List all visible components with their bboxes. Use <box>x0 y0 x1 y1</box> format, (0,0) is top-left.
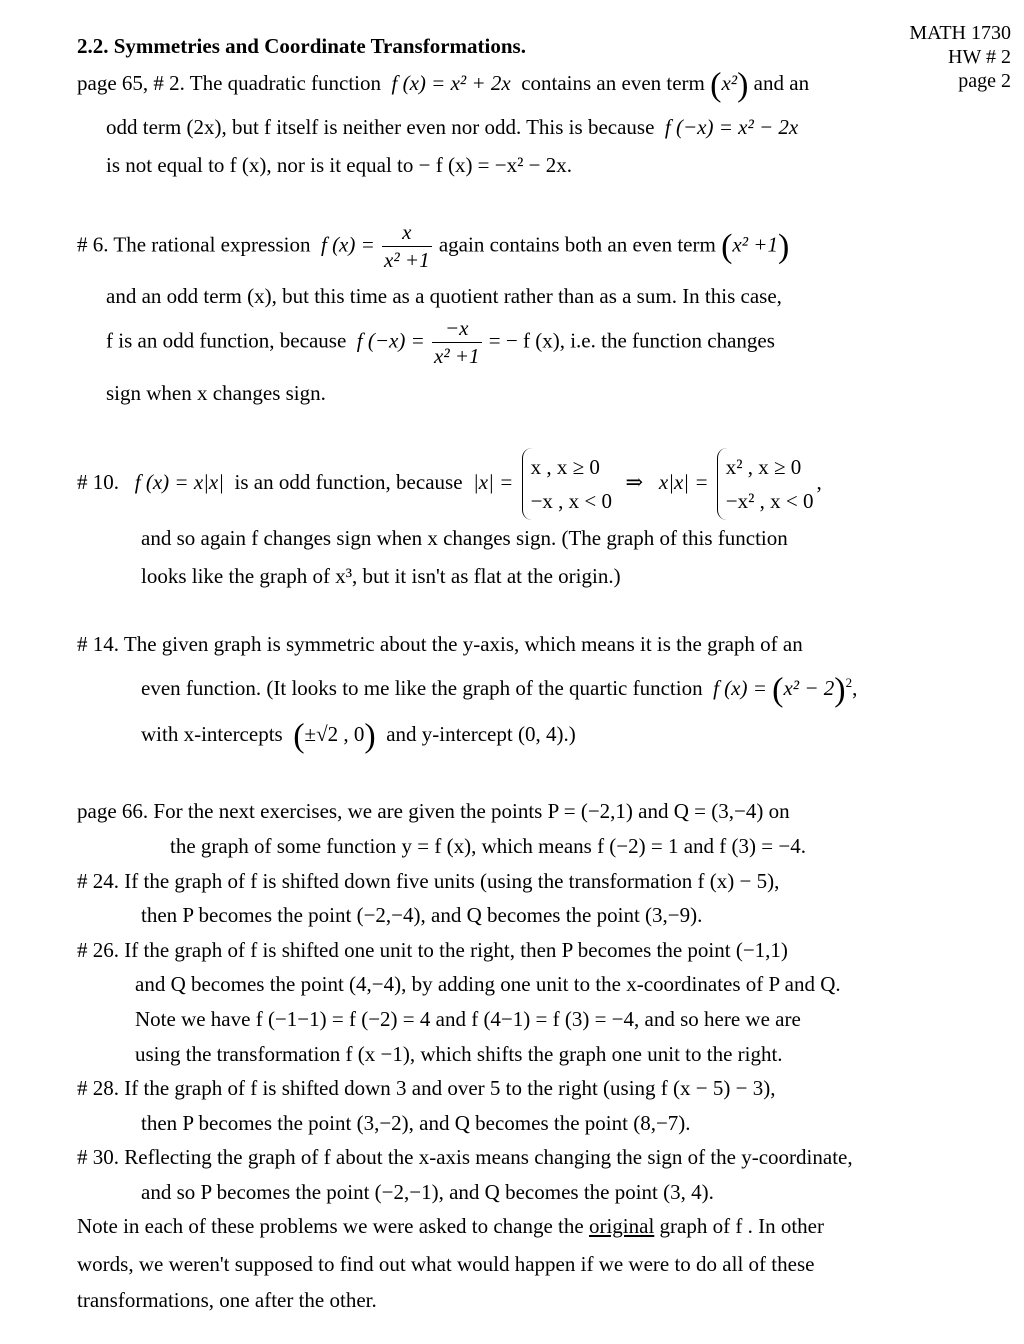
p2-text-a: page 65, # 2. The quadratic function <box>77 71 382 95</box>
p2-line2-text: odd term (2x), but f itself is neither even nor odd. This is because <box>106 115 655 139</box>
p6-line3-a: f is an odd function, because <box>106 328 347 353</box>
closing-text-a: Note in each of these problems we were asked to change the <box>77 1214 584 1238</box>
p2-math-fx: f (x) = x² + 2x <box>391 71 511 95</box>
p6-line3-fx: f (−x) = <box>356 328 425 353</box>
p10-comma: , <box>816 469 822 494</box>
problem-10-line-3: looks like the graph of x³, but it isn't as flat at the origin.) <box>141 564 621 588</box>
problem-26-line-1: # 26. If the graph of f is shifted one unit to the right, then P becomes the point (−1,1) <box>77 938 788 962</box>
p6-label: # 6. The rational expression <box>77 232 311 257</box>
p2-line2-math: f (−x) = x² − 2x <box>664 115 799 139</box>
p10-fx: f (x) = x|x| <box>134 469 224 494</box>
page66-line-2: the graph of some function y = f (x), which means f (−2) = 1 and f (3) = −4. <box>170 834 806 858</box>
problem-10-line-1 <box>77 448 822 520</box>
problem-30-line-1: # 30. Reflecting the graph of f about the x-axis means changing the sign of the y-coordinate, <box>77 1145 853 1169</box>
problem-26-line-4: using the transformation f (x −1), which shifts the graph one unit to the right. <box>135 1042 783 1066</box>
p14-exponent: 2 <box>845 675 853 690</box>
problem-2-line-3: is not equal to f (x), nor is it equal to − f (x) = −x² − 2x. <box>106 153 573 177</box>
p14-line2-a: even function. (It looks to me like the graph of the quartic function <box>141 676 703 700</box>
page-number: page 2 <box>958 70 1011 92</box>
p10-mid: is an odd function, because <box>234 469 463 494</box>
p2-text-c: and an <box>753 71 810 95</box>
closing-underlined-word: original <box>588 1214 655 1238</box>
p6-after: again contains both an even term <box>438 232 716 257</box>
p6-line3-b: = − f (x), i.e. the function changes <box>488 328 775 353</box>
p6-even-term: x² +1 <box>732 232 778 257</box>
p6-line3-numerator: −x <box>432 318 482 343</box>
problem-24-line-2: then P becomes the point (−2,−4), and Q becomes the point (3,−9). <box>141 903 703 927</box>
p2-text-b: contains an even term <box>521 71 705 95</box>
closing-line-1 <box>77 1216 824 1237</box>
problem-6-line-4: sign when x changes sign. <box>106 381 326 405</box>
course-label: MATH 1730 <box>909 22 1011 44</box>
p10-abs-lhs: |x| = <box>473 469 514 494</box>
p6-fraction <box>382 222 432 271</box>
problem-14-line-1: # 14. The given graph is symmetric about the y-axis, which means it is the graph of an <box>77 632 803 656</box>
p6-numerator: x <box>382 222 432 247</box>
section-title: 2.2. Symmetries and Coordinate Transformations. <box>77 34 526 58</box>
p10-case-4: −x² , x < 0 <box>725 489 814 513</box>
problem-28-line-1: # 28. If the graph of f is shifted down 3 and over 5 to the right (using f (x − 5) − 3), <box>77 1076 776 1100</box>
closing-line-2: words, we weren't supposed to find out what would happen if we were to do all of these <box>77 1252 815 1276</box>
p6-denominator: x² +1 <box>384 248 430 272</box>
p10-case-3: x² , x ≥ 0 <box>725 455 802 479</box>
hw-label: HW # 2 <box>948 46 1011 68</box>
page-header <box>909 21 1011 93</box>
p10-case-2: −x , x < 0 <box>530 489 613 513</box>
problem-6-line-1: # 6. The rational expression f (x) = $\frac{x}{\text{x² +1}}$ again contains both an even term (x² +1) <box>77 220 790 272</box>
p6-fx: f (x) = <box>320 232 375 257</box>
problem-2-line-2 <box>106 117 798 138</box>
problem-24-line-1: # 24. If the graph of f is shifted down five units (using the transformation f (x) − 5), <box>77 869 780 893</box>
problem-14-line-2: even function. (It looks to me like the graph of the quartic function f $(x) = (x^2 - 2)^2$, <box>141 671 858 709</box>
problem-26-line-3: Note we have f (−1−1) = f (−2) = 4 and f (4−1) = f (3) = −4, and so here we are <box>135 1007 801 1031</box>
closing-text-b: graph of f . In other <box>659 1214 824 1238</box>
p14-line3-a: with x-intercepts <box>141 722 283 746</box>
p14-inner: x² − 2 <box>783 676 835 700</box>
problem-14-line-3: with x-intercepts (±√2 , 0) and y-intercept (0, 4).) <box>141 717 576 755</box>
problem-6-line-3 <box>106 318 775 367</box>
p10-label: # 10. <box>77 469 119 494</box>
problem-30-line-2: and so P becomes the point (−2,−1), and Q becomes the point (3, 4). <box>141 1180 714 1204</box>
p10-cases-abs <box>522 448 612 520</box>
p6-line3-denominator: x² +1 <box>434 344 480 368</box>
page66-line-1: page 66. For the next exercises, we are given the points P = (−2,1) and Q = (3,−4) on <box>77 799 790 823</box>
p10-case-1: x , x ≥ 0 <box>530 455 600 479</box>
problem-28-line-2: then P becomes the point (3,−2), and Q becomes the point (8,−7). <box>141 1111 691 1135</box>
p14-comma: , <box>852 676 858 700</box>
problem-10-line-2: and so again f changes sign when x changes sign. (The graph of this function <box>141 526 788 550</box>
p14-line3-b: and y-intercept (0, 4).) <box>386 722 576 746</box>
p6-line3-fraction <box>432 318 482 367</box>
closing-line-3: transformations, one after the other. <box>77 1288 377 1312</box>
problem-26-line-2: and Q becomes the point (4,−4), by adding one unit to the x-coordinates of P and Q. <box>135 972 841 996</box>
p14-fx: f (x) = <box>713 676 767 700</box>
problem-6-line-2: and an odd term (x), but this time as a quotient rather than as a sum. In this case, <box>106 284 782 308</box>
problem-2-line-1: page 65, # 2. The quadratic function f (x) = x² + 2x contains an even term (x²) and an <box>77 66 810 104</box>
p2-even-term: x² <box>721 71 738 95</box>
p10-xabs-lhs: x|x| = <box>658 469 709 494</box>
p10-cases-xabs <box>717 448 814 520</box>
p14-intercepts: ±√2 , 0 <box>304 722 365 746</box>
implies-symbol: ⇒ <box>625 469 644 494</box>
